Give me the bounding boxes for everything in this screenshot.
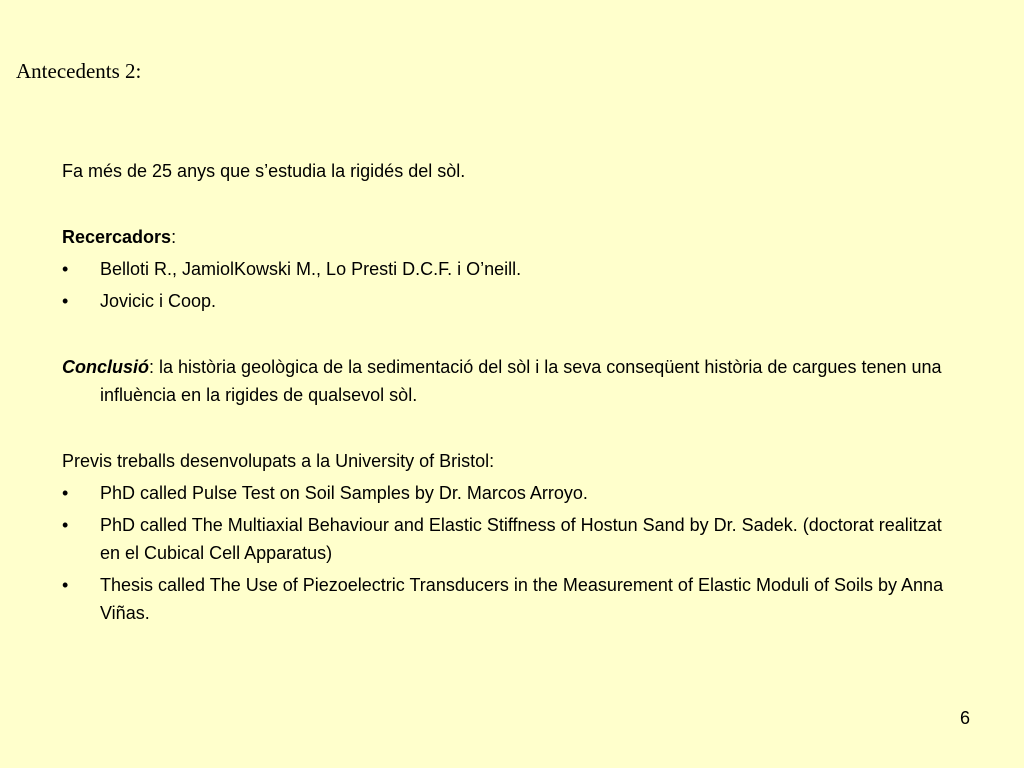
list-item-text: PhD called The Multiaxial Behaviour and Elastic Stiffness of Hostun Sand by Dr. Sadek. (doctorat realitzat en el Cubical Cell Apparatus) (100, 515, 942, 563)
list-item-text: PhD called Pulse Test on Soil Samples by Dr. Marcos Arroyo. (100, 483, 588, 503)
researchers-colon: : (171, 227, 177, 247)
bullet-marker: • (62, 483, 69, 503)
page-number: 6 (959, 708, 970, 728)
list-item-text: Belloti R., JamiolKowski M., Lo Presti D.C.F. i O’neill. (100, 259, 522, 279)
list-item (62, 511, 962, 567)
slide-body (62, 157, 962, 627)
intro-text: Fa més de 25 anys que s’estudia la rigidés del sòl. (62, 161, 466, 181)
previous-work-heading: Previs treballs desenvolupats a la University of Bristol: (62, 451, 495, 471)
spacer (62, 315, 962, 353)
list-item (62, 571, 962, 627)
conclusion-paragraph (62, 353, 962, 409)
researchers-heading (62, 223, 962, 251)
researchers-label: Recercadors (62, 227, 172, 247)
list-item-text: Thesis called The Use of Piezoelectric Transducers in the Measurement of Elastic Moduli of Soils by Anna Viñas. (100, 575, 944, 623)
bullet-marker: • (62, 575, 69, 595)
bullet-marker: • (62, 291, 69, 311)
list-item-text: Jovicic i Coop. (100, 291, 217, 311)
bullet-marker: • (62, 259, 69, 279)
conclusion-label: Conclusió (62, 357, 150, 377)
spacer (62, 409, 962, 447)
list-item (62, 479, 962, 507)
list-item (62, 287, 962, 315)
bullet-marker: • (62, 515, 69, 535)
slide-title: Antecedents 2: (16, 59, 142, 83)
spacer (62, 185, 962, 223)
list-item (62, 255, 962, 283)
conclusion-text: : la història geològica de la sedimentació del sòl i la seva conseqüent història de cargues tenen una influència en la rigides de qualsevol sòl. (100, 357, 942, 405)
